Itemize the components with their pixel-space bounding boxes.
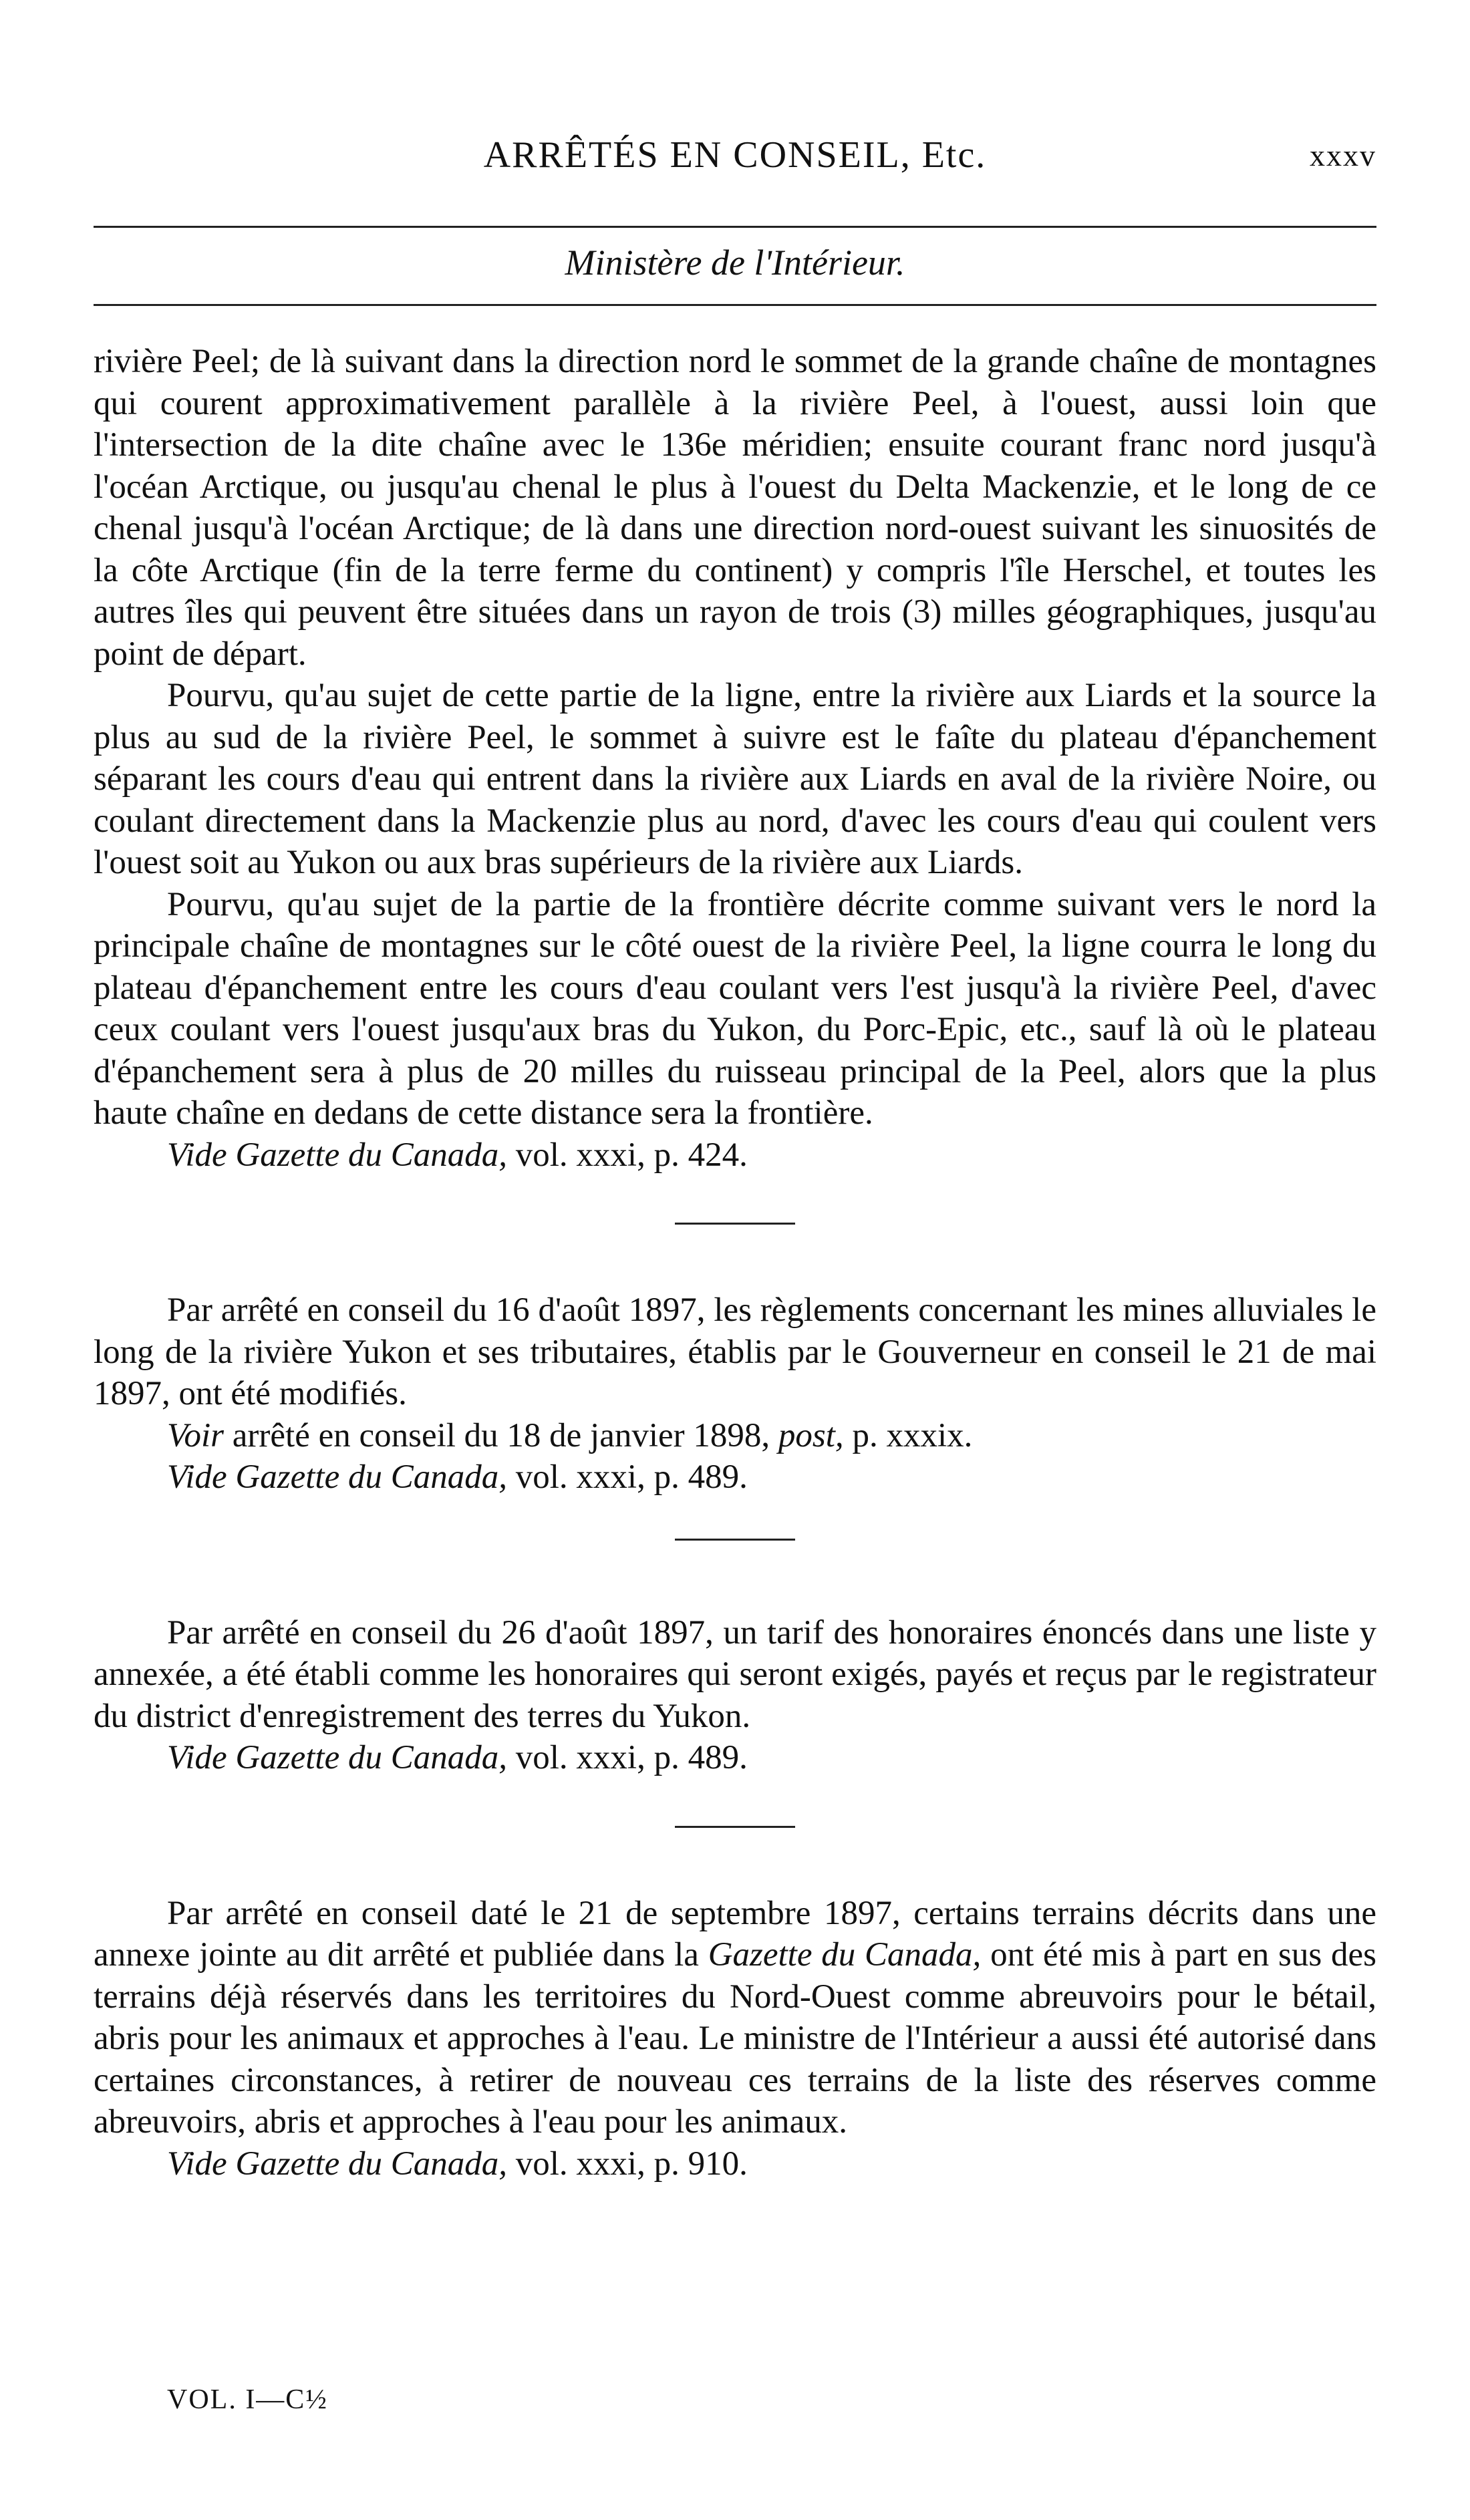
citation-ref: vol. xxxi, p. 910. — [506, 2145, 748, 2183]
citation-source: Vide Gazette du Canada, — [167, 1136, 507, 1174]
paragraph-text: Par arrêté en conseil daté le 21 de septembre 1897, certains terrains décrits dans une annexe jointe au dit arrêté et publiée dans la — [94, 1894, 1376, 1974]
citation-ref: vol. xxxi, p. 424. — [506, 1136, 748, 1174]
cross-reference — [94, 1415, 1376, 1457]
section-separator — [675, 1539, 795, 1541]
citation-source: Vide Gazette du Canada, — [167, 1739, 507, 1776]
department-heading: Ministère de l'Intérieur. — [565, 243, 905, 283]
separator-block — [94, 1779, 1376, 1893]
section-mining-regulations — [94, 1289, 1376, 1499]
paragraph: Pourvu, qu'au sujet de cette partie de la ligne, entre la rivière aux Liards et la source la plus au sud de la rivière Peel, le sommet à suivre est le faîte du plateau d'épanchement séparant les cours d'eau qui entrent dans la rivière aux Liards en aval de la rivière Noire, ou coulant directement dans la Mackenzie plus au nord, d'avec les cours d'eau qui coulent vers l'ouest soit au Yukon ou aux bras supérieurs de la rivière aux Liards. — [94, 677, 1376, 881]
citation-source: Vide Gazette du Canada, — [167, 1458, 507, 1496]
body-text — [94, 341, 1376, 2185]
section-fee-tariff — [94, 1612, 1376, 1779]
paragraph: rivière Peel; de là suivant dans la direction nord le sommet de la grande chaîne de montagnes qui courent approximativement parallèle à la rivière Peel, à l'ouest, aussi loin que l'intersection de la dite chaîne avec le 136e méridien; ensuite courant franc nord jusqu'à l'océan Arctique, ou jusqu'au chenal le plus à l'ouest du Delta Mackenzie, et le long de ce chenal jusqu'à l'océan Arctique; de là dans une direction nord-ouest suivant les sinuosités de la côte Arctique (fin de la terre ferme du continent) y compris l'île Herschel, et toutes les autres îles qui peuvent être situées dans un rayon de trois (3) milles géographiques, jusqu'au point de départ. — [94, 343, 1376, 673]
paragraph — [94, 1893, 1376, 2143]
separator-block — [94, 1499, 1376, 1612]
voir-page: p. xxxix. — [843, 1416, 973, 1454]
section-water-reserves — [94, 1893, 1376, 2185]
paragraph: Pourvu, qu'au sujet de la partie de la frontière décrite comme suivant vers le nord la principale chaîne de montagnes sur le côté ouest de la rivière Peel, la ligne courra le long du plateau d'épanchement entre les cours d'eau coulant vers l'est jusqu'à la rivière Peel, d'avec ceux coulant vers l'ouest jusqu'aux bras du Yukon, du Porc-Epic, etc., sauf là où le plateau d'épanchement sera à plus de 20 milles du ruisseau principal de la Peel, alors que la plus haute chaîne en dedans de cette distance sera la frontière. — [94, 885, 1376, 1132]
citation-ref: vol. xxxi, p. 489. — [506, 1739, 748, 1776]
page-number: xxxv — [1310, 138, 1376, 172]
citation — [94, 1737, 1376, 1779]
voir-label: Voir — [167, 1416, 225, 1454]
voir-text: arrêté en conseil du 18 de janvier 1898, — [224, 1416, 778, 1454]
post-label: post, — [778, 1416, 844, 1454]
citation — [94, 1456, 1376, 1499]
paragraph-text: ont été mis à part en sus des terrains déjà réservés dans les territoires du Nord-Ouest comme abreuvoirs pour le bétail, abris pour les animaux et approches à l'eau. Le ministre de l'Intérieur a aussi été autorisé dans certaines circonstances, à retirer de nouveau ces terrains de la liste des réserves comme abreuvoirs, abris et approches à l'eau pour les animaux. — [94, 1936, 1376, 2141]
section-separator — [675, 1826, 795, 1828]
signature-mark: VOL. I—C½ — [167, 2384, 328, 2415]
running-head — [94, 134, 1376, 180]
separator-block — [94, 1176, 1376, 1289]
section-boundary-description — [94, 341, 1376, 1176]
section-separator — [675, 1223, 795, 1225]
citation — [94, 2143, 1376, 2185]
gazette-title: Gazette du Canada, — [708, 1936, 982, 1974]
citation — [94, 1134, 1376, 1176]
paragraph: Par arrêté en conseil du 16 d'août 1897, les règlements concernant les mines alluviales le long de la rivière Yukon et ses tributaires, établis par le Gouverneur en conseil le 21 de mai 1897, ont été modifiés. — [94, 1291, 1376, 1412]
paragraph: Par arrêté en conseil du 26 d'août 1897, un tarif des honoraires énoncés dans une liste y annexée, a été établi comme les honoraires qui seront exigés, payés et reçus par le registrateur du district d'enregistrement des terres du Yukon. — [94, 1613, 1376, 1735]
citation-ref: vol. xxxi, p. 489. — [506, 1458, 748, 1496]
top-rule — [94, 226, 1376, 228]
bottom-rule — [94, 304, 1376, 306]
citation-source: Vide Gazette du Canada, — [167, 2145, 507, 2183]
running-title: ARRÊTÉS EN CONSEIL, Etc. — [483, 134, 987, 176]
